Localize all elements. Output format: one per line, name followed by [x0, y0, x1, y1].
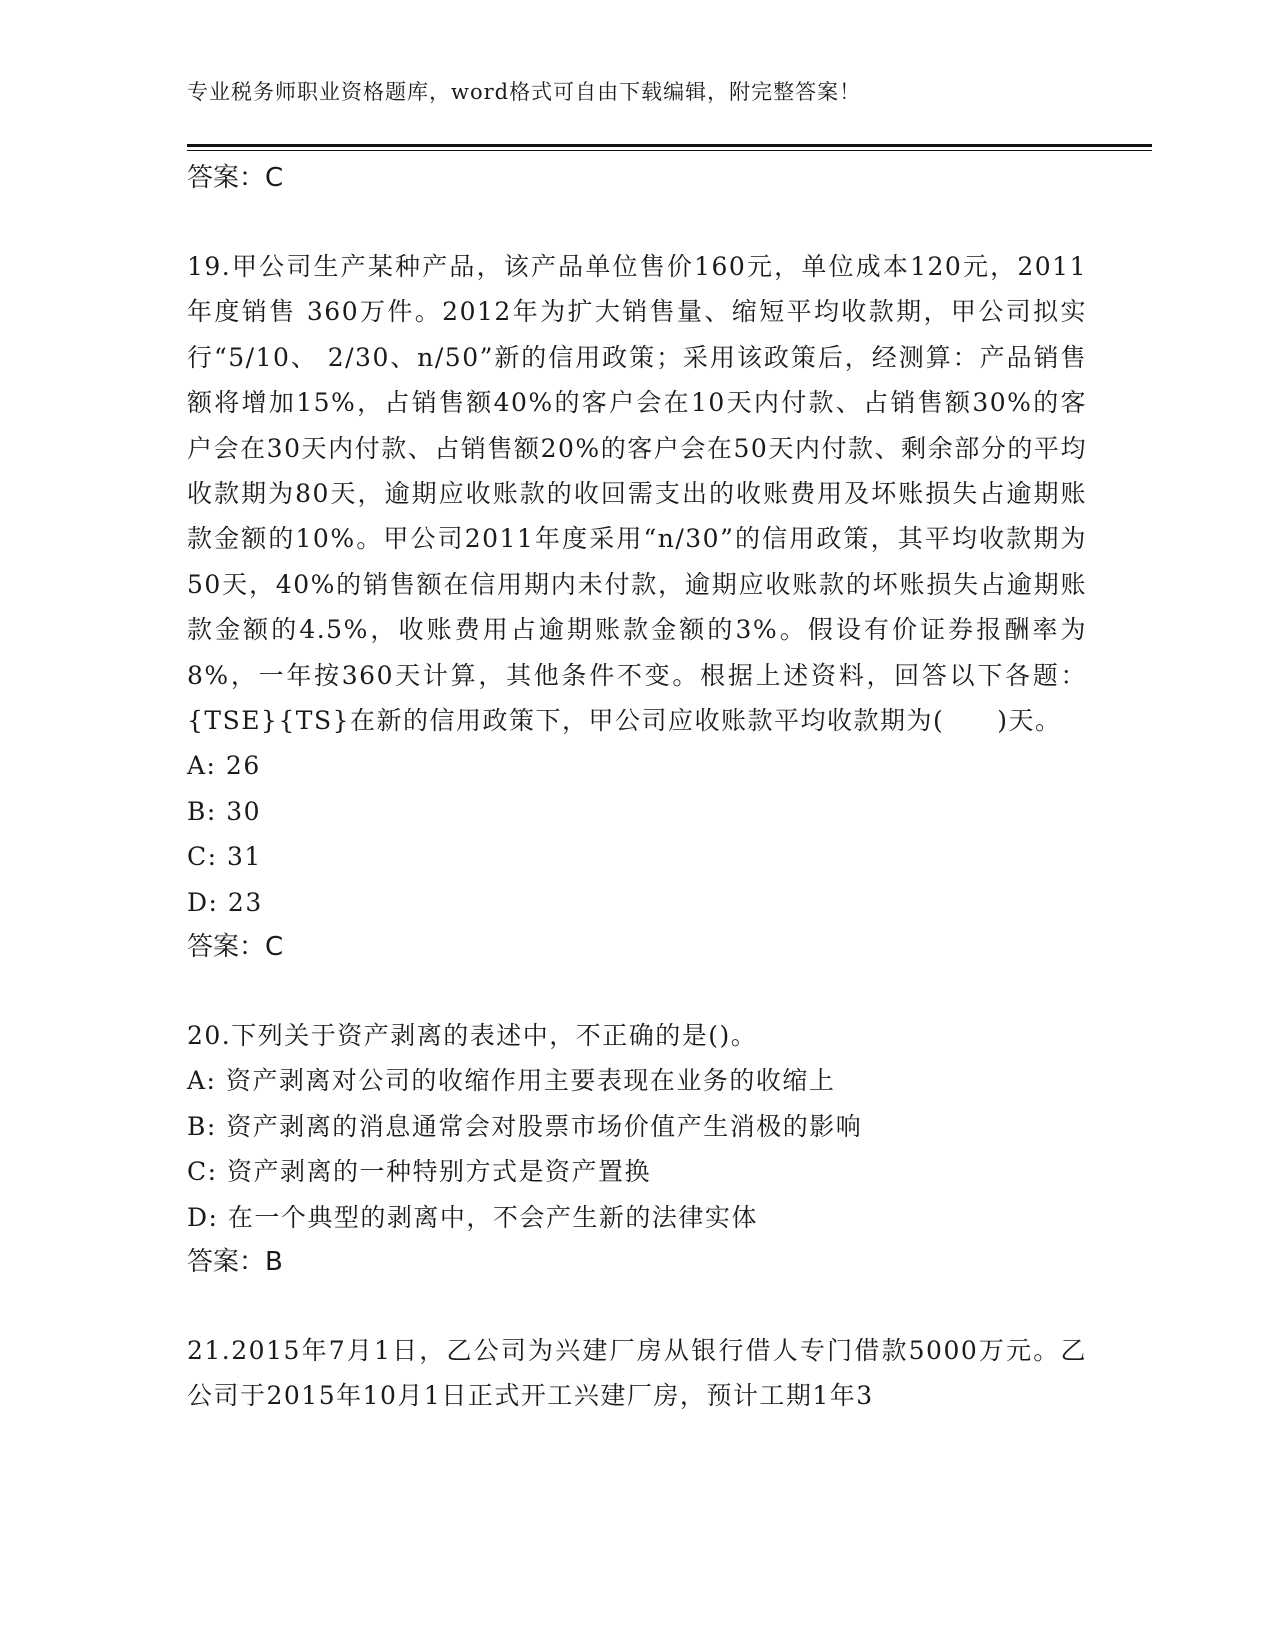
header-rule-thin	[187, 150, 1152, 151]
question-list	[187, 156, 1087, 1419]
question-19-option-c: C: 31	[187, 842, 262, 872]
question-20-option-b: B: 资产剥离的消息通常会对股票市场价值产生消极的影响	[187, 1111, 863, 1141]
question-19-option-b: B: 30	[187, 796, 262, 826]
question-20-option-d: D: 在一个典型的剥离中，不会产生新的法律实体	[187, 1202, 758, 1232]
header-rule-thick	[187, 144, 1152, 147]
question-21-stem: 21.2015年7月1日，乙公司为兴建厂房从银行借人专门借款5000万元。乙公司于2015年10月1日正式开工兴建厂房，预计工期1年3	[187, 1336, 1087, 1411]
question-20-answer: 答案：B	[187, 1247, 283, 1277]
answer-line: 答案：C	[187, 163, 284, 193]
page-header: 专业税务师职业资格题库，word格式可自由下载编辑，附完整答案！	[187, 80, 862, 104]
question-19-answer: 答案：C	[187, 932, 284, 963]
question-20-option-a: A: 资产剥离对公司的收缩作用主要表现在业务的收缩上	[187, 1066, 836, 1096]
question-19-option-a: A: 26	[187, 751, 261, 781]
question-19-option-d: D: 23	[187, 887, 263, 917]
question-19-stem: 19.甲公司生产某种产品，该产品单位售价160元，单位成本120元，2011年度销售 360万件。2012年为扩大销售量、缩短平均收款期，甲公司拟实行“5/10、 2/30、n/50”新的信用政策；采用该政策后，经测算：产品销售额将增加15%，占销售额40%的客户会在10天内付款、占销售额30%的客户会在30天内付款、占销售额20%的客户会在50天内付款、剩余部分的平均收款期为80天，逾期应收账款的收回需支出的收账费用及坏账损失占逾期账款金额的10%。甲公司2011年度采用“n/30”的信用政策，其平均收款期为50天，40%的销售额在信用期内未付款，逾期应收账款的坏账损失占逾期账款金额的4.5%，收账费用占逾期账款金额的3%。假设有价证券报酬率为8%，一年按360天计算，其他条件不变。根据上述资料，回答以下各题：{TSE}{TS}在新的信用政策下，甲公司应收账款平均收款期为( )天。	[187, 252, 1087, 736]
question-20-stem: 20.下列关于资产剥离的表述中，不正确的是()。	[187, 1021, 758, 1051]
question-20-option-c: C: 资产剥离的一种特别方式是资产置换	[187, 1157, 651, 1187]
